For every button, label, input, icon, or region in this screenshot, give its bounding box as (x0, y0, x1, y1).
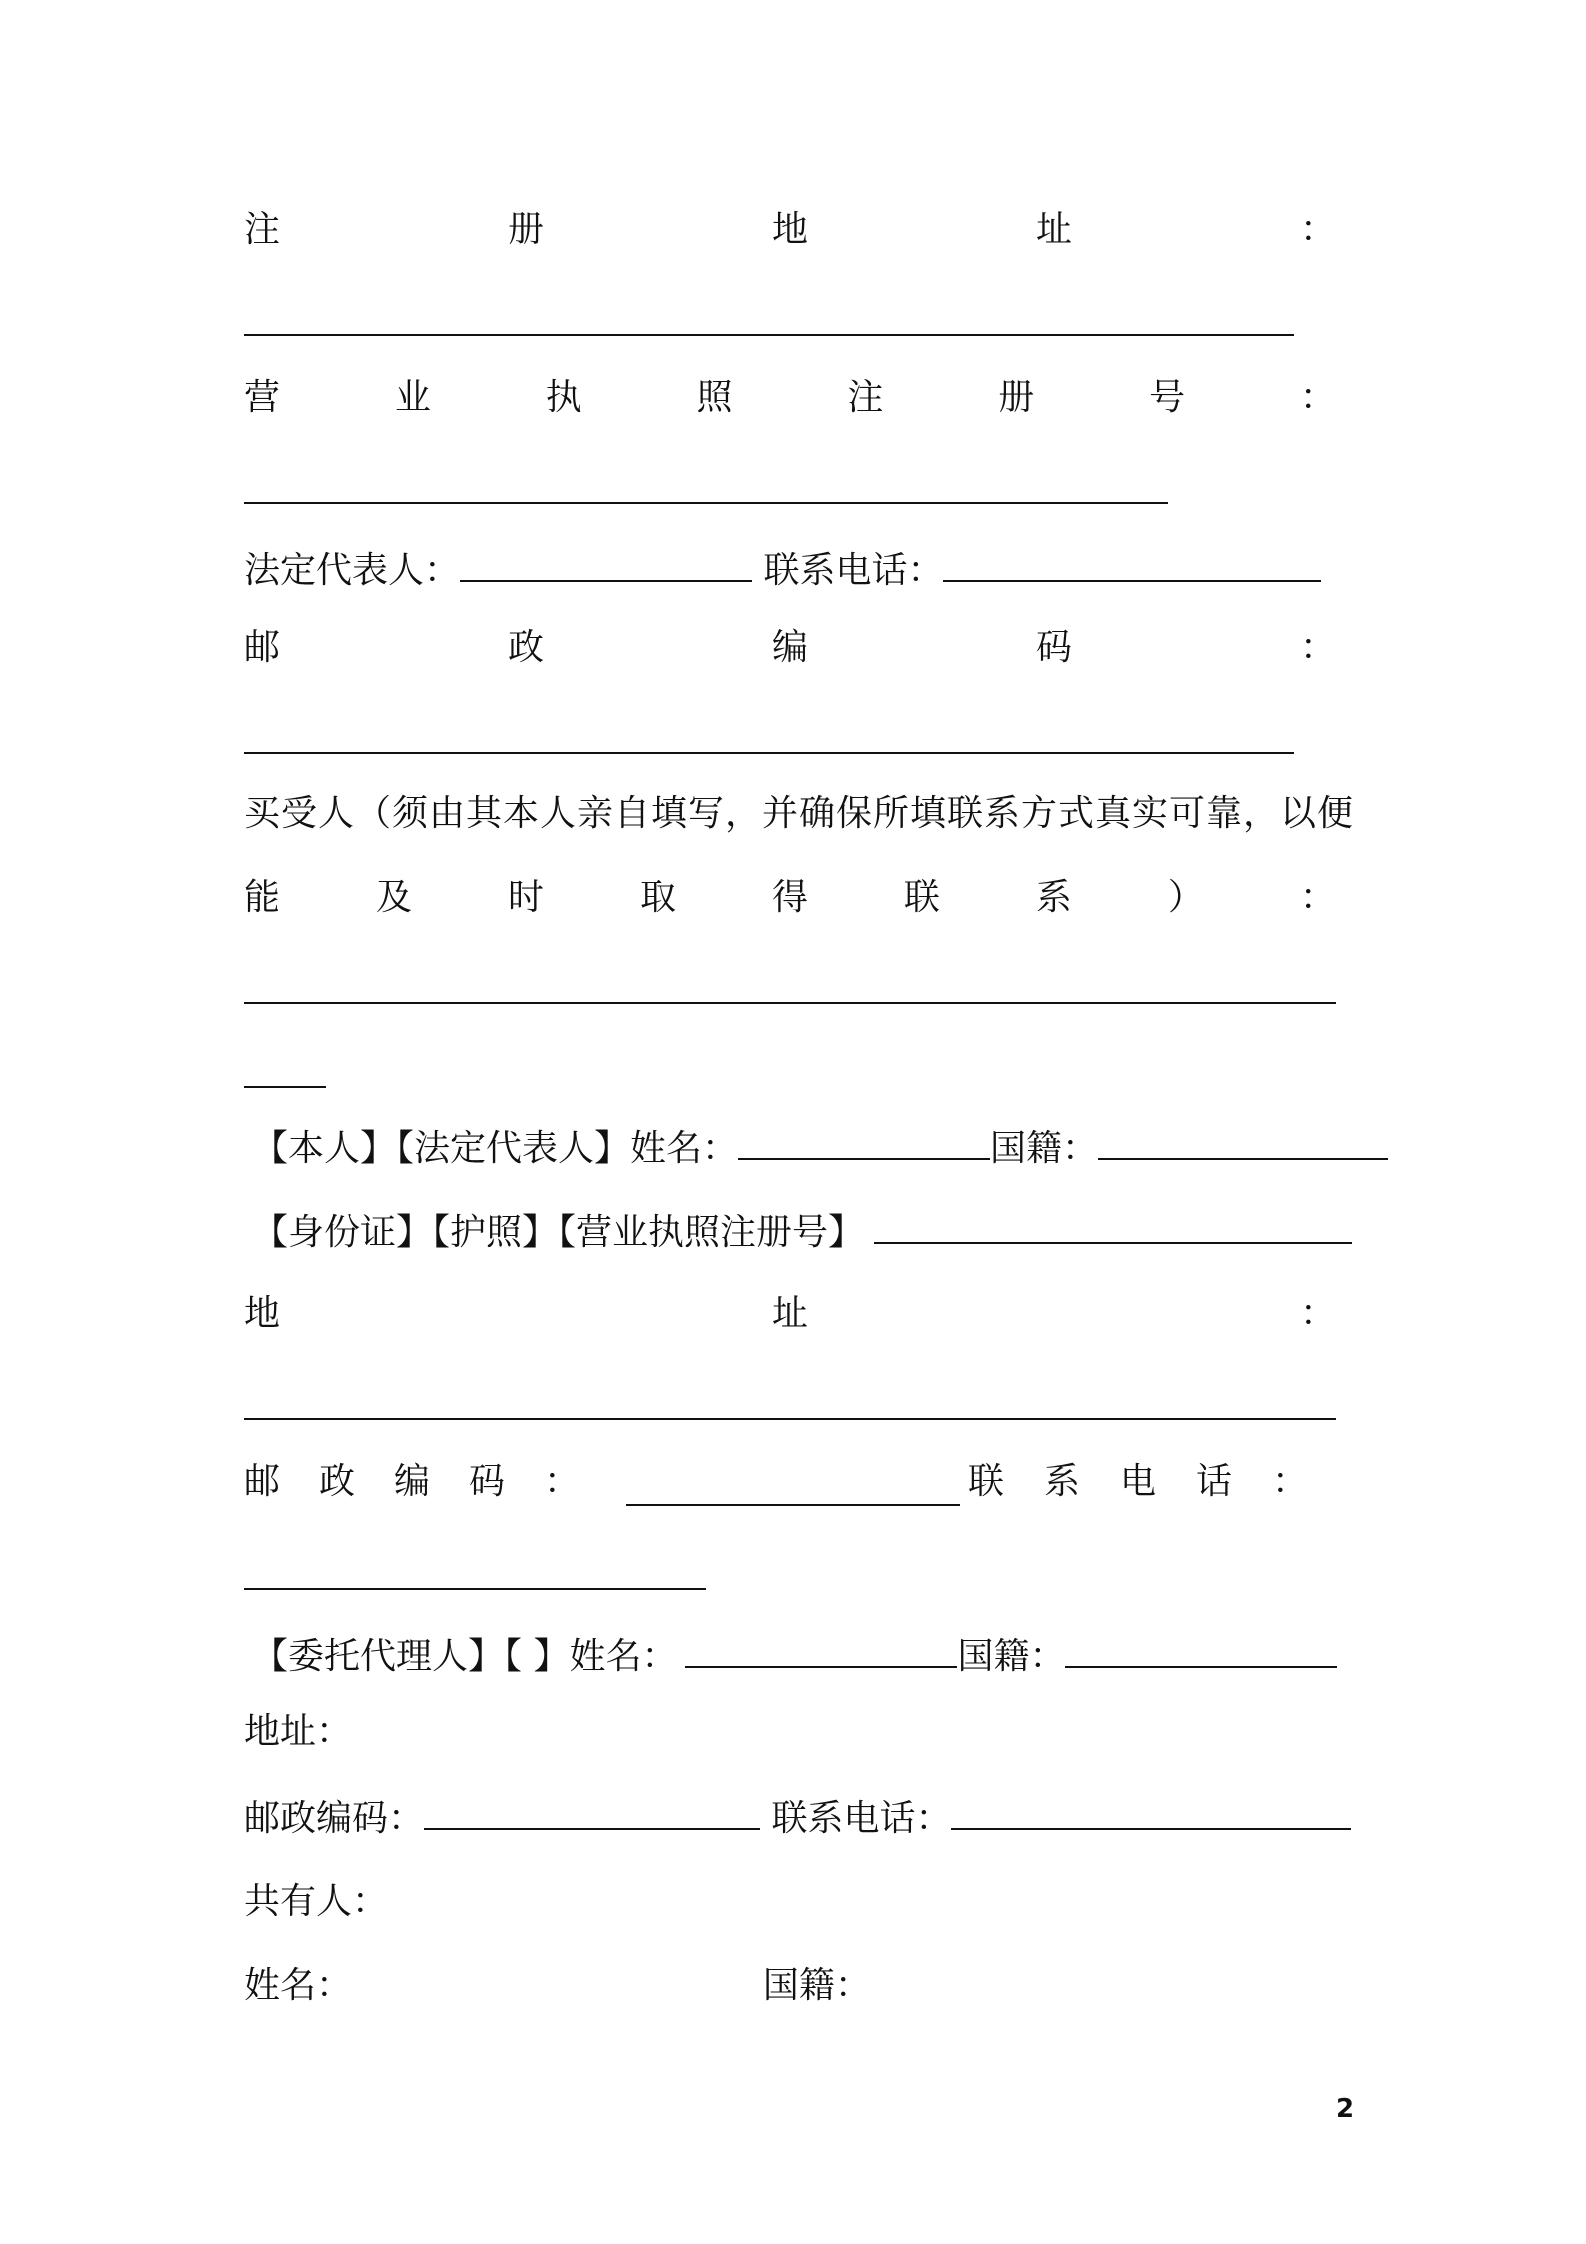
buyer-postal-blank[interactable] (626, 1470, 960, 1506)
label-char: 政 (318, 1461, 355, 1502)
label-char: ： (1299, 377, 1336, 418)
label-char: 执 (545, 377, 582, 418)
label-char: 册 (998, 377, 1035, 418)
label-char: 系 (1043, 1461, 1080, 1502)
agent-name-blank[interactable] (685, 1632, 957, 1668)
agent-postal-blank[interactable] (424, 1794, 760, 1830)
registered-address-label (244, 206, 1336, 254)
label-char: 政 (507, 627, 544, 668)
label-char: ） (1167, 877, 1204, 918)
label-char: 地 (244, 1293, 281, 1334)
label-char: ： (1299, 1293, 1336, 1334)
buyer-nationality-label: 国籍： (990, 1128, 1099, 1169)
legal-rep-phone-blank[interactable] (943, 546, 1321, 582)
label-char: ： (543, 1461, 580, 1502)
label-char: 系 (1035, 877, 1072, 918)
label-char: ： (1299, 209, 1336, 250)
business-license-blank[interactable] (244, 502, 1168, 504)
buyer-name-blank[interactable] (738, 1124, 990, 1160)
agent-phone-label: 联系电话： (771, 1798, 952, 1839)
agent-postal-phone-line (244, 1794, 1351, 1843)
buyer-nationality-blank[interactable] (1098, 1124, 1388, 1160)
buyer-intro-line1: 买受人（须由其本人亲自填写，并确保所填联系方式真实可靠，以便 (244, 793, 1355, 834)
label-char: 注 (244, 209, 281, 250)
buyer-person-line (252, 1124, 1388, 1173)
buyer-address-blank[interactable] (244, 1418, 1336, 1420)
agent-phone-blank[interactable] (951, 1794, 1351, 1830)
label-char: 时 (507, 877, 544, 918)
buyer-blank-1[interactable] (244, 1002, 1336, 1004)
buyer-phone-blank[interactable] (244, 1588, 706, 1590)
label-char: 址 (771, 1293, 808, 1334)
label-char: 址 (1035, 209, 1072, 250)
agent-line (252, 1632, 1337, 1681)
id-number-blank[interactable] (874, 1208, 1352, 1244)
label-char: 号 (1149, 377, 1186, 418)
legal-rep-line (244, 546, 1321, 595)
label-char: 能 (244, 877, 281, 918)
label-char: ： (1299, 627, 1336, 668)
label-char: 及 (375, 877, 412, 918)
co-owner-name-label: 姓名： (244, 1965, 353, 2006)
label-char: ： (1271, 1461, 1308, 1502)
label-char: 编 (393, 1461, 430, 1502)
legal-rep-label: 法定代表人： (244, 550, 461, 591)
agent-role-label: 【委托代理人】【 】姓名： (252, 1636, 678, 1677)
co-owner-label: 共有人： (244, 1881, 389, 1922)
buyer-postal-label (244, 1458, 580, 1506)
co-owner-nationality-label: 国籍： (762, 1965, 871, 2006)
label-char: 联 (903, 877, 940, 918)
label-char: 取 (639, 877, 676, 918)
registered-address-blank[interactable] (244, 334, 1294, 336)
label-char: 营 (244, 377, 281, 418)
label-char: 联 (968, 1461, 1005, 1502)
buyer-postal-phone-line (244, 1458, 1336, 1506)
postal-code-blank[interactable] (244, 752, 1294, 754)
agent-nationality-blank[interactable] (1065, 1632, 1337, 1668)
co-owner-name-line (244, 1962, 871, 2010)
label-char: 码 (468, 1461, 505, 1502)
label-char: 话 (1195, 1461, 1232, 1502)
label-char: 电 (1119, 1461, 1156, 1502)
page-number: 2 (1336, 2094, 1355, 2124)
label-char: 册 (507, 209, 544, 250)
label-char: 业 (394, 377, 431, 418)
legal-rep-phone-label: 联系电话： (763, 550, 944, 591)
label-char: 邮 (244, 627, 281, 668)
label-char: 编 (771, 627, 808, 668)
agent-postal-label: 邮政编码： (244, 1798, 425, 1839)
business-license-label (244, 374, 1336, 422)
buyer-phone-label (968, 1458, 1308, 1506)
postal-code-label (244, 624, 1336, 672)
buyer-role-label: 【本人】【法定代表人】姓名： (252, 1128, 739, 1169)
label-char: 得 (771, 877, 808, 918)
buyer-blank-2[interactable] (244, 1086, 326, 1088)
agent-address-label: 地址： (244, 1711, 353, 1752)
id-line (252, 1208, 1352, 1257)
label-char: ： (1299, 877, 1336, 918)
label-char: 地 (771, 209, 808, 250)
label-char: 码 (1035, 627, 1072, 668)
label-char: 邮 (244, 1461, 281, 1502)
legal-rep-blank[interactable] (460, 546, 752, 582)
label-char: 注 (847, 377, 884, 418)
agent-nationality-label: 国籍： (957, 1636, 1066, 1677)
buyer-address-label (244, 1290, 1336, 1338)
id-type-label: 【身份证】【护照】【营业执照注册号】 (252, 1212, 865, 1253)
buyer-intro-line2 (244, 874, 1336, 922)
label-char: 照 (696, 377, 733, 418)
